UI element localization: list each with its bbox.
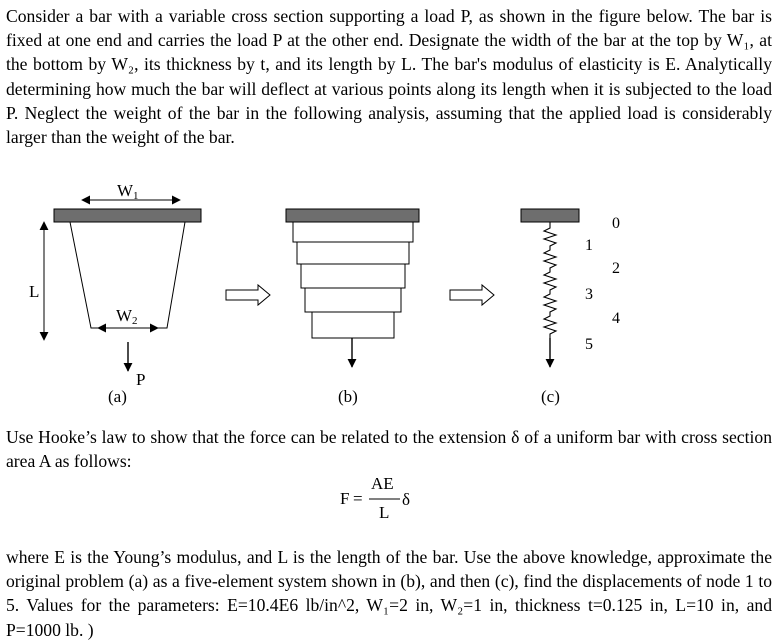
equation-lhs: F — [340, 489, 350, 508]
node-label-1: 1 — [585, 237, 593, 254]
spring-chain — [544, 222, 556, 338]
element-1 — [293, 222, 413, 242]
panel-a — [29, 181, 201, 406]
equation-denominator: L — [379, 503, 390, 522]
caption-b: (b) — [338, 387, 358, 406]
caption-a: (a) — [108, 387, 127, 406]
fixed-support-c — [521, 209, 579, 222]
element-3 — [301, 264, 405, 288]
equation-numerator: AE — [371, 474, 394, 493]
transition-arrow-1 — [226, 285, 270, 305]
panel-c — [521, 209, 620, 406]
element-2 — [297, 242, 409, 264]
hookes-law-paragraph: Use Hooke’s law to show that the force can be related to the extension δ of a uniform bar with cross section area A as follows: — [6, 427, 772, 472]
load-label: P — [136, 370, 146, 389]
task-paragraph: where E is the Young’s modulus, and L is the length of the bar. Use the above knowledge, approximate the original problem (a) as a five-element system shown in (b), and then (c), find the displacements of node 1 to 5. Values for the parameters: E=10.4E6 lb/in^2, W₁=2 in, W₂=1 in, thickness t=0.125 in, L=10 in, and P=1000 lb. ) — [6, 547, 772, 640]
transition-arrow-2 — [450, 285, 494, 305]
element-5 — [312, 312, 394, 338]
node-label-5: 5 — [585, 336, 593, 353]
equation-equals: = — [353, 489, 363, 508]
problem-statement-paragraph: Consider a bar with a variable cross section supporting a load P, as shown in the figure below. The bar is fixed at one end and carries the load P at the other end. Designate the width of the bar at the top by W₁, at the bottom by W₂, its thickness by t, and its length by L. The bar's modulus of elasticity is E. Analytically determining how much the bar will deflect at various points along its length when it is subjected to the load P. Neglect the weight of the bar in the following analysis, assuming that the applied load is considerably larger than the weight of the bar. — [6, 6, 772, 148]
equation-delta: δ — [402, 490, 411, 509]
hookes-law-equation — [338, 474, 458, 524]
caption-c: (c) — [541, 387, 560, 406]
fixed-support-b — [286, 209, 419, 222]
node-label-0: 0 — [612, 215, 620, 232]
panel-b — [286, 209, 419, 406]
fixed-support-a — [54, 209, 201, 222]
w1-label: W1 — [117, 181, 139, 202]
node-label-2: 2 — [612, 260, 620, 277]
length-label: L — [29, 282, 40, 301]
w2-label: W2 — [116, 306, 138, 327]
bar-figure — [0, 178, 780, 418]
node-label-3: 3 — [585, 286, 593, 303]
node-label-4: 4 — [612, 310, 620, 327]
element-4 — [305, 288, 401, 312]
